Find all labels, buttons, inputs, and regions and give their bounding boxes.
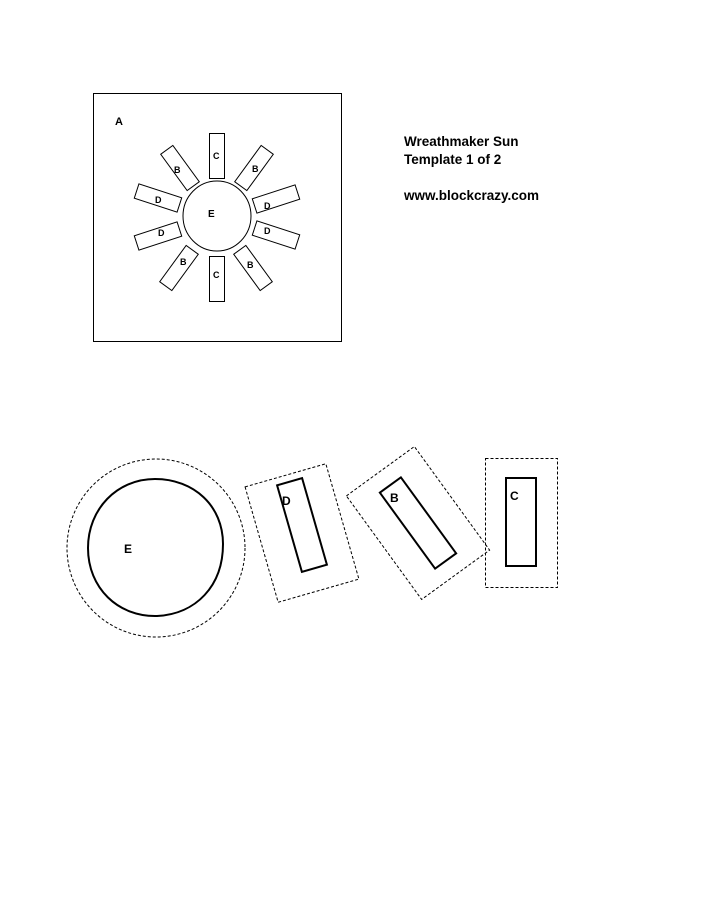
block-ray — [210, 134, 225, 179]
block-ray — [161, 145, 200, 190]
pattern-piece-e — [67, 459, 245, 637]
block-label-a: A — [115, 116, 123, 128]
block-ray-label: D — [264, 226, 271, 236]
block-frame — [94, 94, 342, 342]
block-ray-label: D — [158, 228, 165, 238]
block-ray-label: B — [247, 260, 254, 270]
template-subtitle: Template 1 of 2 — [404, 152, 502, 167]
block-ray-label: C — [213, 270, 220, 280]
website-link[interactable]: www.blockcrazy.com — [404, 188, 540, 203]
block-ray — [252, 221, 299, 249]
seam-allowance-outline — [346, 447, 489, 600]
block-ray-label: D — [264, 201, 271, 211]
block-ray — [235, 145, 274, 190]
block-ray — [234, 245, 273, 290]
piece-label: C — [510, 489, 519, 503]
piece-label: B — [390, 491, 399, 505]
block-ray — [252, 185, 299, 213]
block-diagram — [94, 94, 342, 342]
block-ray-label: B — [174, 165, 181, 175]
pattern-piece-c — [486, 459, 558, 588]
block-ray — [160, 245, 199, 290]
pattern-piece-d — [245, 464, 359, 603]
cut-line — [88, 479, 223, 616]
block-center-piece — [183, 181, 251, 251]
template-title: Wreathmaker Sun — [404, 134, 519, 149]
block-ray — [134, 222, 181, 250]
seam-allowance-outline — [67, 459, 245, 637]
block-ray — [134, 184, 181, 212]
block-ray-label: C — [213, 151, 220, 161]
cut-line — [277, 478, 327, 572]
block-ray-label: B — [252, 164, 259, 174]
pattern-piece-b — [346, 447, 489, 600]
block-center-label: E — [208, 209, 215, 220]
seam-allowance-outline — [245, 464, 359, 603]
block-ray-label: D — [155, 195, 162, 205]
piece-label: D — [282, 494, 291, 508]
block-ray — [210, 257, 225, 302]
block-ray-label: B — [180, 257, 187, 267]
piece-label: E — [124, 542, 133, 556]
